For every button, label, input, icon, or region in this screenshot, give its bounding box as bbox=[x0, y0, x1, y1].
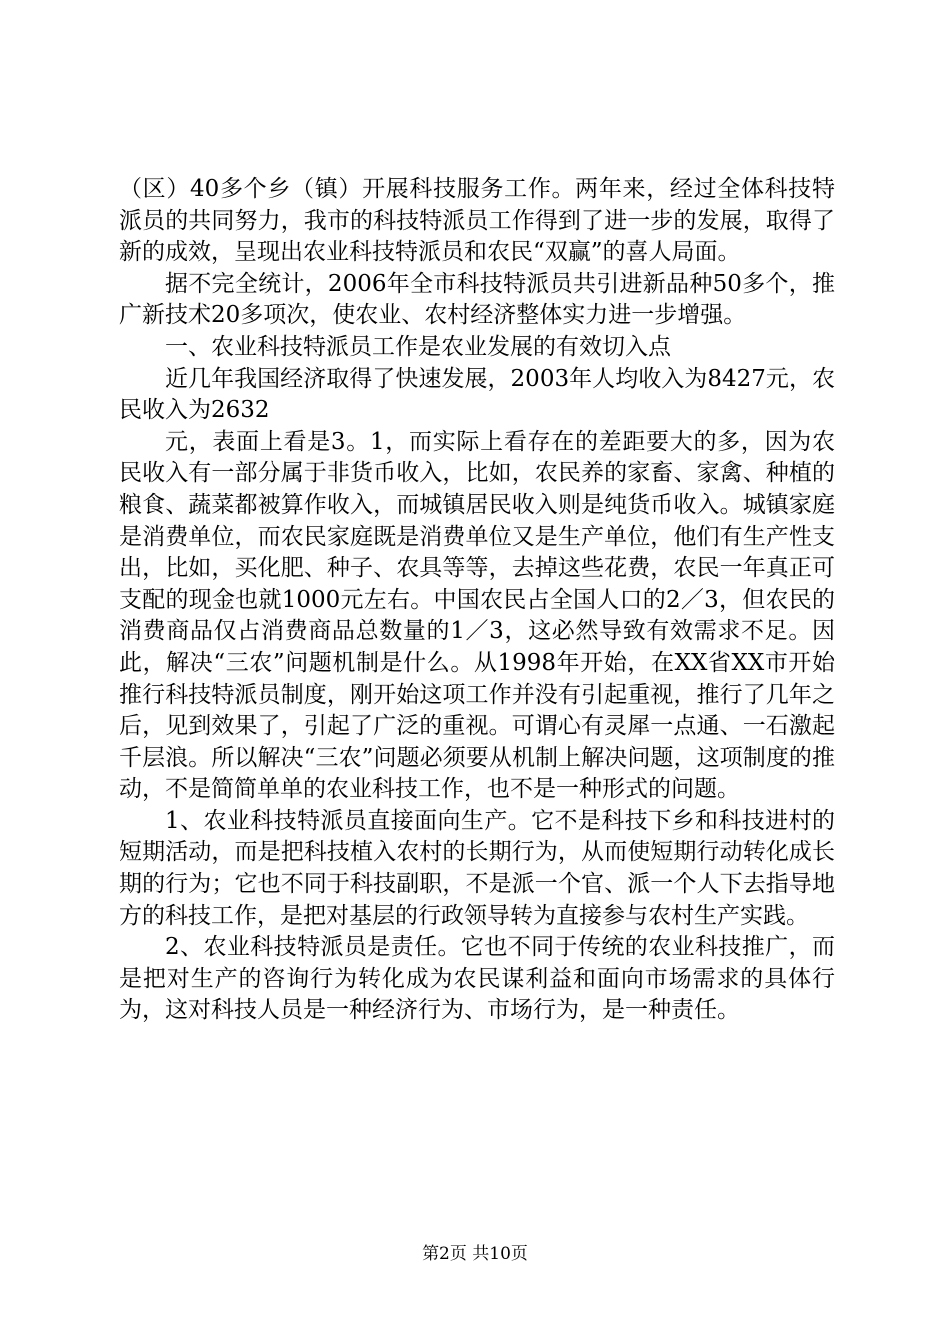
document-body bbox=[119, 174, 835, 1027]
paragraph-analysis: 元，表面上看是3。1，而实际上看存在的差距要大的多，因为农民收入有一部分属于非货币收入，比如，农民养的家畜、家禽、种植的粮食、蔬菜都被算作收入，而城镇居民收入则是纯货币收入。城镇家庭是消费单位，而农民家庭既是消费单位又是生产单位，他们有生产性支出，比如，买化肥、种子、农具等等，去掉这些花费，农民一年真正可支配的现金也就1000元左右。中国农民占全国人口的2／3，但农民的消费商品仅占消费商品总数量的1／3，这必然导致有效需求不足。因此，解决“三农”问题机制是什么。从1998年开始，在XX省XX市开始推行科技特派员制度，刚开始这项工作并没有引起重视，推行了几年之后，见到效果了，引起了广泛的重视。可谓心有灵犀一点通、一石激起千层浪。所以解决“三农”问题必须要从机制上解决问题，这项制度的推动，不是简简单单的农业科技工作，也不是一种形式的问题。 bbox=[119, 428, 835, 803]
page-footer bbox=[0, 1243, 950, 1265]
paragraph-statistics: 据不完全统计，2006年全市科技特派员共引进新品种50多个，推广新技术20多项次，使农业、农村经济整体实力进一步增强。 bbox=[119, 270, 835, 329]
section-heading: 一、农业科技特派员工作是农业发展的有效切入点 bbox=[165, 333, 671, 360]
paragraph-continuation: （区）40多个乡（镇）开展科技服务工作。两年来，经过全体科技特派员的共同努力，我市的科技特派员工作得到了进一步的发展，取得了新的成效，呈现出农业科技特派员和农民“双赢”的喜人局面。 bbox=[119, 176, 835, 266]
paragraph-point-1: 1、农业科技特派员直接面向生产。它不是科技下乡和科技进村的短期活动，而是把科技植入农村的长期行为，从而使短期行动转化成长期的行为；它也不同于科技副职，不是派一个官、派一个人下去指导地方的科技工作，是把对基层的行政领导转为直接参与农村生产实践。 bbox=[119, 807, 835, 929]
paragraph-point-2: 2、农业科技特派员是责任。它也不同于传统的农业科技推广，而是把对生产的咨询行为转化成为农民谋利益和面向市场需求的具体行为，这对科技人员是一种经济行为、市场行为，是一种责任。 bbox=[119, 934, 835, 1024]
page-number-label: 第2页 共10页 bbox=[422, 1244, 528, 1264]
paragraph-income: 近几年我国经济取得了快速发展，2003年人均收入为8427元，农民收入为2632 bbox=[119, 365, 835, 424]
